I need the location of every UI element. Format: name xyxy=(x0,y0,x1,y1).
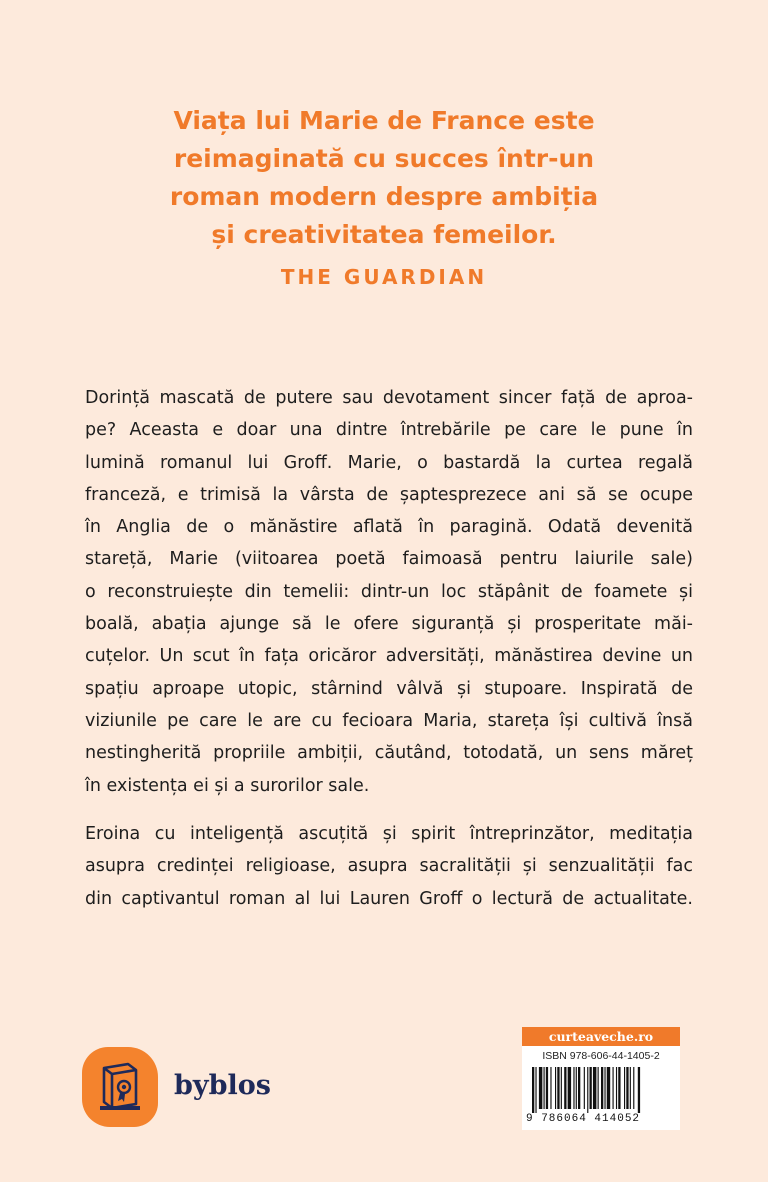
text-line: în existența ei și a surorilor sale. xyxy=(85,775,370,796)
text-line: Eroina cu inteligență ascuțită și spirit întreprinzător, meditația xyxy=(85,824,693,844)
barcode-bar xyxy=(546,1067,548,1109)
barcode-bar xyxy=(613,1067,614,1109)
ean-number: 9 786064 414052 xyxy=(526,1113,641,1125)
text-line: viziunile pe care le are cu fecioara Maria, stareța își cultivă însă xyxy=(85,710,693,731)
quote-line: roman modern despre ambiția xyxy=(169,182,599,211)
text-line: boală, abația ajunge să le ofere siguranță și prosperitate măi- xyxy=(85,614,693,635)
text-line: stareță, Marie (viitoarea poetă faimoasă pentru laiurile sale) xyxy=(85,549,693,570)
barcode-bar xyxy=(576,1067,577,1109)
text-line: din captivantul roman al lui Lauren Groff o lectură de actualitate. xyxy=(85,888,693,909)
text-line: franceză, e trimisă la vârsta de șaptesprezece ani să se ocupe xyxy=(85,484,693,505)
barcode-bar xyxy=(568,1067,571,1109)
barcode-bar xyxy=(638,1067,640,1113)
description-paragraph-2 xyxy=(85,818,693,915)
isbn-label: ISBN 978-606-44-1405-2 xyxy=(542,1050,660,1062)
quote-line: Viața lui Marie de France este xyxy=(173,106,595,135)
text-line: o reconstruiește din temelii: dintr-un loc stăpânit de foamete și xyxy=(85,581,693,602)
barcode-bar xyxy=(584,1067,585,1109)
text-line: lumină romanul lui Groff. Marie, o bastardă la curtea regală xyxy=(85,452,693,473)
barcode-bar xyxy=(624,1067,625,1109)
barcode-bar xyxy=(618,1067,620,1109)
barcode-bar xyxy=(557,1067,559,1109)
barcode-bar xyxy=(561,1067,562,1109)
quote-line: și creativitatea femeilor. xyxy=(211,220,557,249)
barcode-bar xyxy=(633,1067,634,1109)
pull-quote xyxy=(84,102,684,254)
barcode-bar xyxy=(626,1067,628,1109)
barcode-icon xyxy=(528,1067,674,1113)
barcode-bar xyxy=(539,1067,542,1109)
barcode-bar xyxy=(578,1067,580,1109)
website-label: curteaveche.ro xyxy=(522,1027,680,1046)
barcode-bar xyxy=(607,1067,610,1109)
barcode-block xyxy=(522,1027,680,1130)
barcode-bar xyxy=(573,1067,574,1109)
text-line: asupra credinței religioase, asupra sacralității și senzualității fac xyxy=(85,856,693,877)
barcode-bar xyxy=(555,1067,556,1109)
barcode-bar xyxy=(598,1067,599,1109)
publisher-logo xyxy=(82,1047,158,1127)
barcode-bar xyxy=(604,1067,605,1109)
description-paragraph-1 xyxy=(85,382,693,802)
text-line: cuțelor. Un scut în fața oricăror adversități, mănăstirea devine un xyxy=(85,646,693,667)
barcode-bar xyxy=(616,1067,617,1109)
text-line: spațiu aproape utopic, stârnind vâlvă și stupoare. Inspirată de xyxy=(85,678,693,699)
barcode-bar xyxy=(544,1067,545,1109)
publisher-name: byblos xyxy=(174,1070,271,1101)
barcode-bar xyxy=(535,1067,536,1113)
barcode-bar xyxy=(630,1067,631,1109)
text-line: în Anglia de o mănăstire aflată în paragină. Odată devenită xyxy=(85,517,693,538)
barcode-bar xyxy=(601,1067,603,1109)
text-line: pe? Aceasta e doar una dintre întrebările pe care le pune în xyxy=(85,420,693,441)
barcode-bar xyxy=(564,1067,566,1109)
text-line: Dorință mascată de putere sau devotament sincer față de aproa- xyxy=(85,388,693,408)
barcode-bar xyxy=(550,1067,551,1109)
quote-line: reimaginată cu succes într-un xyxy=(173,144,595,173)
quote-source: THE GUARDIAN xyxy=(280,265,488,289)
barcode-bar xyxy=(593,1067,596,1109)
barcode-bar xyxy=(587,1067,588,1113)
barcode-bar xyxy=(532,1067,534,1113)
book-seal-icon xyxy=(96,1060,144,1114)
text-line: nestingherită propriile ambiții, căutând, totodată, un sens măreț xyxy=(85,743,693,764)
barcode-bar xyxy=(590,1067,592,1109)
